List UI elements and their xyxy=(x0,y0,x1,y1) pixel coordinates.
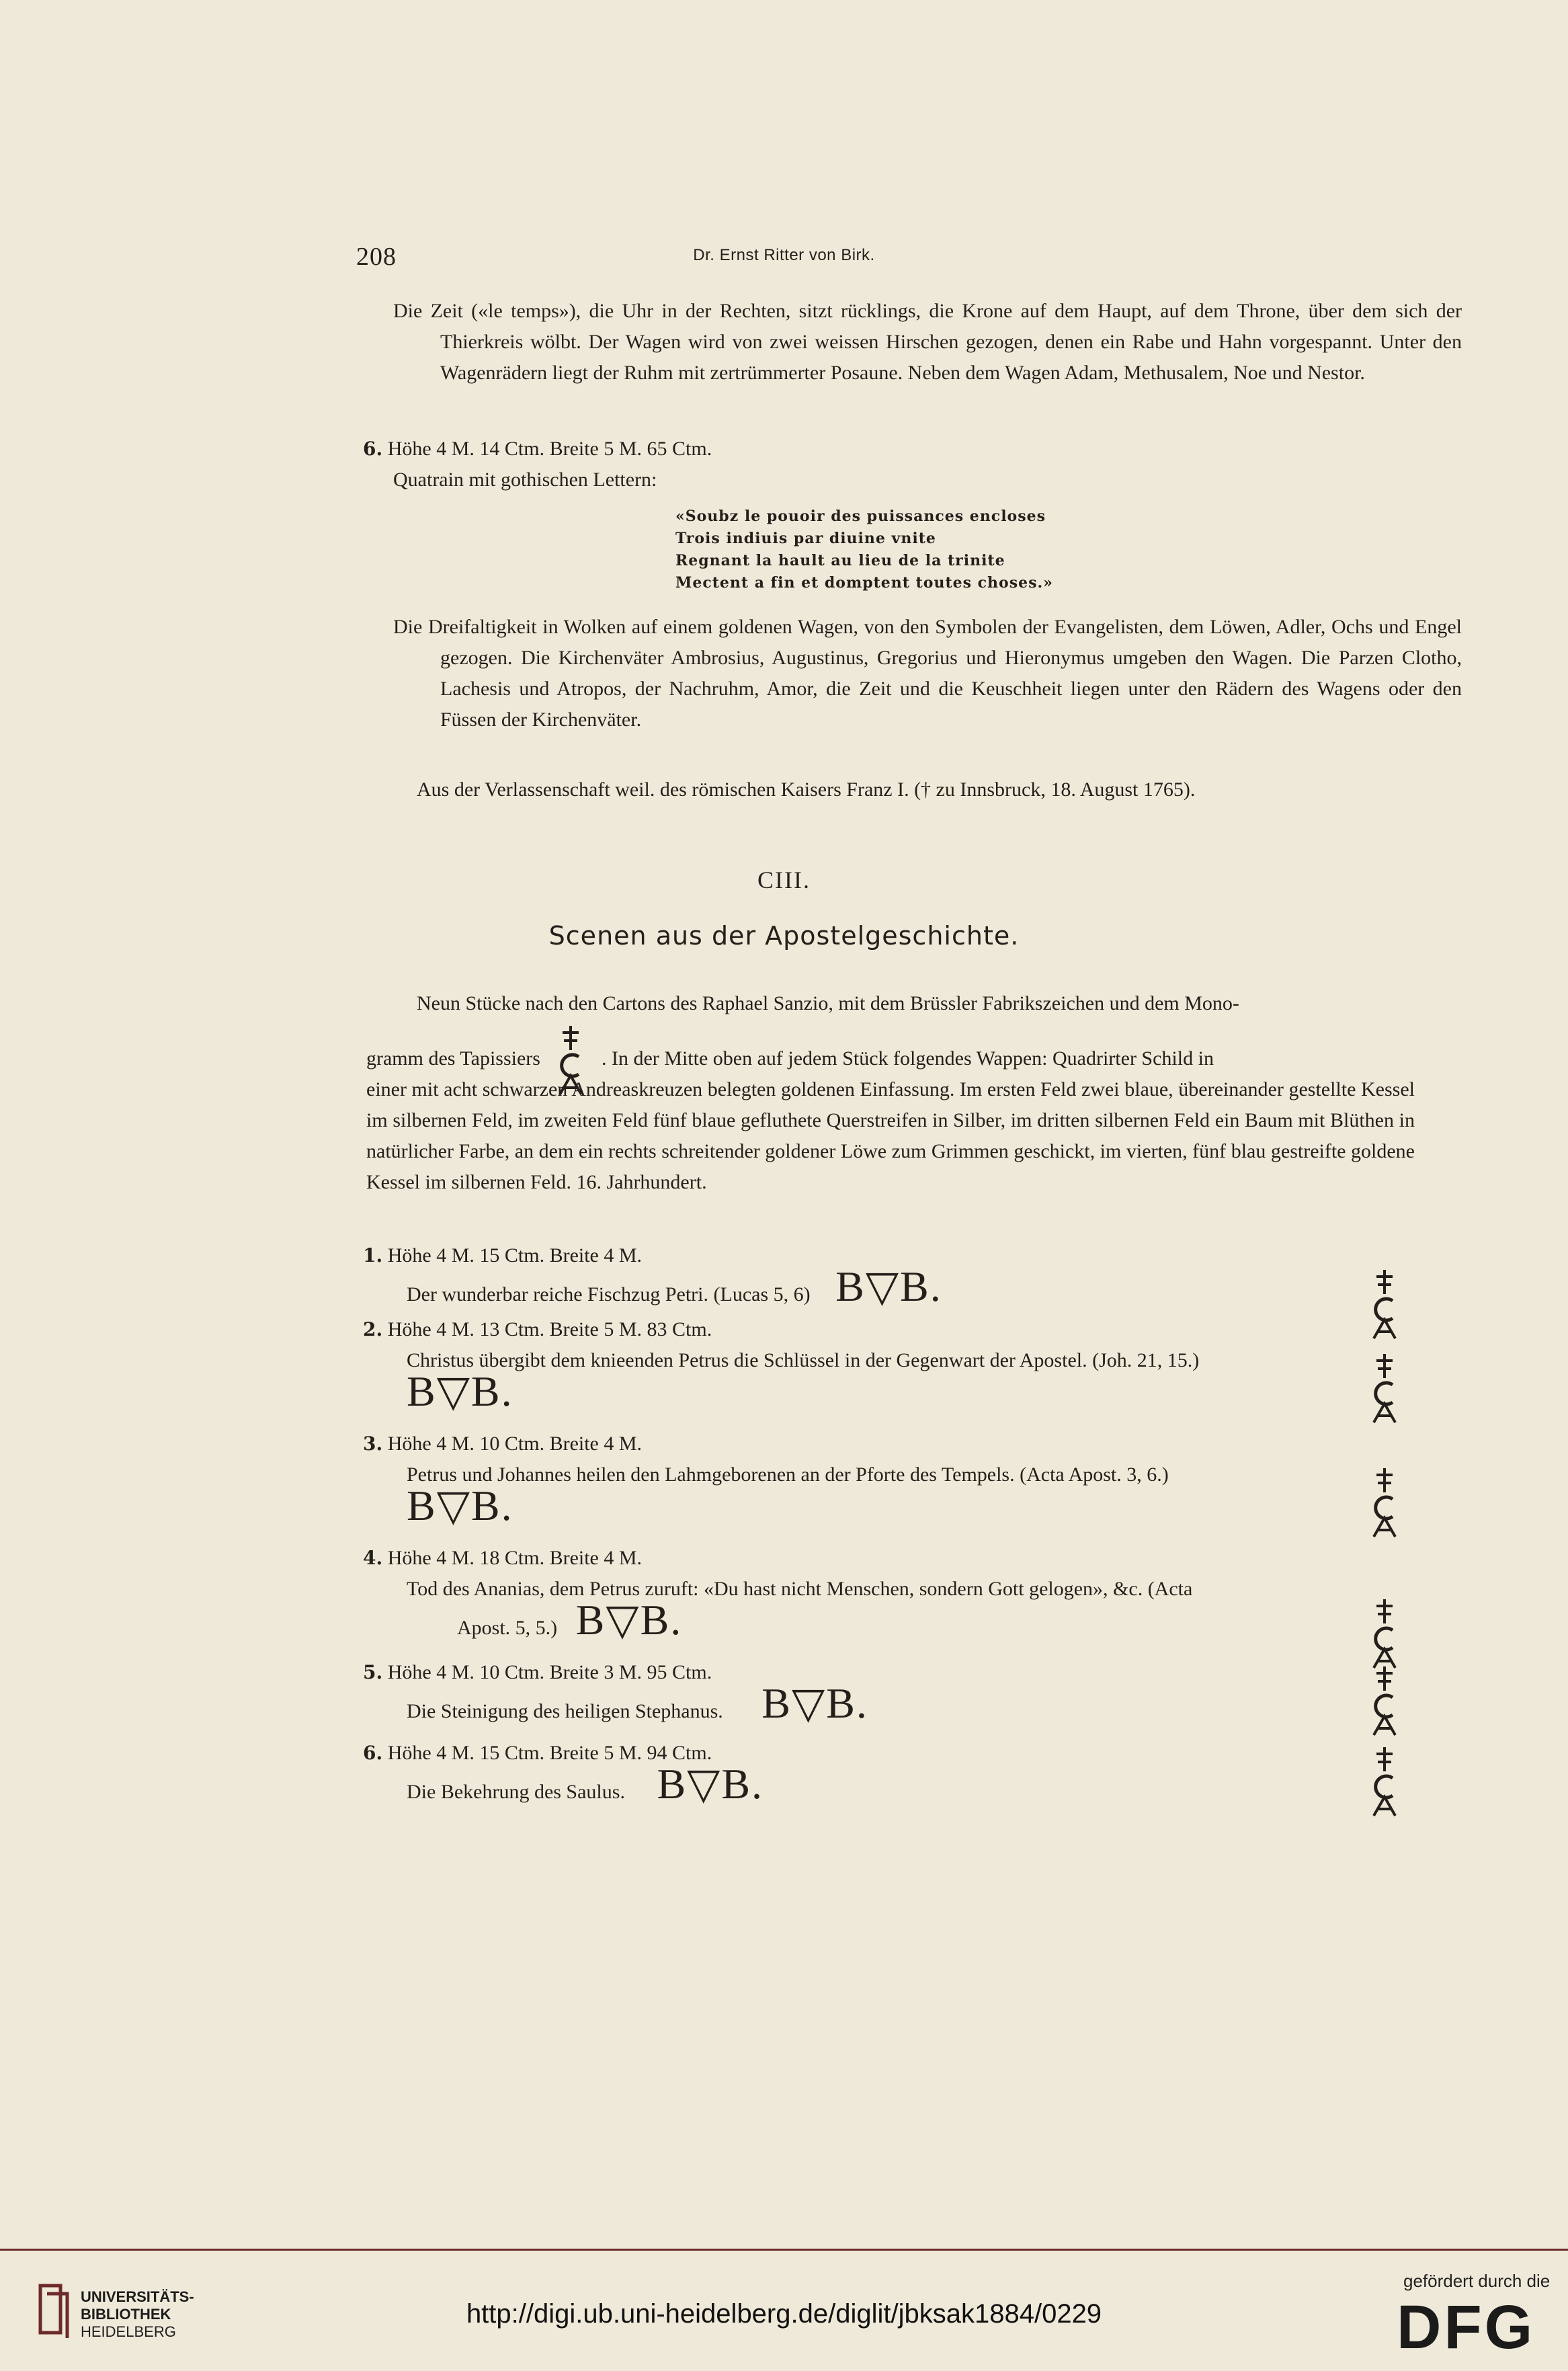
item-title: Tod des Ananias, dem Petrus zuruft: «Du hast nicht Menschen, sondern Gott gelogen», &c. (Acta xyxy=(407,1578,1193,1600)
list-item xyxy=(363,1738,1411,1818)
item-number: 6. xyxy=(363,1742,383,1764)
section-number: CIII. xyxy=(757,867,811,893)
footer-divider xyxy=(0,2249,1568,2251)
item-dimensions: Höhe 4 M. 13 Ctm. Breite 5 M. 83 Ctm. xyxy=(387,1318,712,1340)
library-name-line: BIBLIOTHEK xyxy=(81,2306,171,2323)
item-number: 5. xyxy=(363,1661,383,1683)
intro-text: . In der Mitte oben auf jedem Stück folgendes Wappen: Quadrirter Schild in xyxy=(601,1047,1214,1070)
quatrain-line: Mectent a fin et domptent toutes choses.» xyxy=(675,574,1053,592)
list-item xyxy=(363,1314,1411,1429)
item-title: Christus übergibt dem knieenden Petrus die Schlüssel in der Gegenwart der Apostel. (Joh. 21, 15.) xyxy=(407,1349,1200,1371)
quatrain-line: «Soubz le pouoir des puissances encloses xyxy=(675,508,1046,525)
item-dimensions: Höhe 4 M. 10 Ctm. Breite 4 M. xyxy=(387,1433,643,1455)
dfg-logo: DFG xyxy=(1397,2293,1536,2362)
brussels-mark: B▽B. xyxy=(407,1482,513,1529)
item-title-continued: Apost. 5, 5.) xyxy=(457,1617,558,1639)
brussels-mark: B▽B. xyxy=(575,1596,683,1644)
entry-dimensions: Höhe 4 M. 14 Ctm. Breite 5 M. 65 Ctm. xyxy=(387,438,712,460)
monogram-icon xyxy=(1364,1744,1405,1818)
quatrain-line: Regnant la hault au lieu de la trinite xyxy=(675,552,1005,569)
quatrain-intro: Quatrain mit gothischen Lettern: xyxy=(393,469,657,491)
monogram-icon xyxy=(1364,1351,1405,1425)
monogram-icon xyxy=(1364,1664,1405,1738)
section-title: Scenen aus der Apostelgeschichte. xyxy=(548,921,1020,951)
quatrain-line: Trois indiuis par diuine vnite xyxy=(675,530,936,547)
tapestry-list xyxy=(363,1240,1411,1818)
item-dimensions: Höhe 4 M. 15 Ctm. Breite 4 M. xyxy=(387,1244,643,1267)
item-number: 4. xyxy=(363,1547,383,1569)
trinity-description: Die Dreifaltigkeit in Wolken auf einem goldenen Wagen, von den Symbolen der Evangelisten, dem Löwen, Adler, Ochs und Engel gezogen. Die Kirchenväter Ambrosius, Augustinus, Gregorius und Hieronymus umgeben den Wagen. Die Parzen Clotho, Lachesis und Atropos, der Nachruhm, Amor, die Zeit und die Keuschheit liegen unter den Rädern des Wagens oder den Füssen der Kirchenväter. xyxy=(393,616,1462,731)
funding-note: gefördert durch die xyxy=(1403,2271,1551,2291)
page-number: 208 xyxy=(356,243,397,271)
running-title: Dr. Ernst Ritter von Birk. xyxy=(693,246,875,264)
section-intro-line-1: Neun Stücke nach den Cartons des Raphael Sanzio, mit dem Brüssler Fabrikszeichen und dem Mono- xyxy=(417,992,1239,1014)
item-dimensions: Höhe 4 M. 10 Ctm. Breite 3 M. 95 Ctm. xyxy=(387,1661,712,1683)
list-item xyxy=(363,1240,1411,1314)
item-title: Petrus und Johannes heilen den Lahmgeborenen an der Pforte des Tempels. (Acta Apost. 3, 6.) xyxy=(407,1463,1169,1486)
item-number: 3. xyxy=(363,1433,383,1455)
paragraph-time: Die Zeit («le temps»), die Uhr in der Rechten, sitzt rücklings, die Krone auf dem Haupt, auf dem Throne, über dem sich der Thierkreis wölbt. Der Wagen wird von zwei weissen Hirschen gezogen, denen ein Rabe und Hahn vorgespannt. Unter den Wagenrädern liegt der Ruhm mit zertrümmerter Posaune. Neben dem Wagen Adam, Methusalem, Noe und Nestor. xyxy=(393,300,1462,384)
item-dimensions: Höhe 4 M. 18 Ctm. Breite 4 M. xyxy=(387,1547,643,1569)
provenance: Aus der Verlassenschaft weil. des römischen Kaisers Franz I. († zu Innsbruck, 18. August 1765). xyxy=(417,778,1196,801)
list-item xyxy=(363,1429,1411,1543)
brussels-mark: B▽B. xyxy=(407,1367,513,1415)
library-name-line: HEIDELBERG xyxy=(81,2323,176,2340)
entry-6 xyxy=(363,434,1411,495)
section-intro-line-3: einer mit acht schwarzen Andreaskreuzen belegten goldenen Einfassung. Im ersten Feld zwei blaue, übereinander gestellte Kessel im silbernen Feld, im zweiten Feld fünf blaue gefluthete Querstreifen in Silber, im dritten silbernen Feld ein Baum mit Blüthen in natürlicher Farbe, an dem ein rechts schreitender goldener Löwe zum Grimmen geschickt, im vierten, fünf blau gestreifte goldene Kessel im silbernen Feld. 16. Jahrhundert. xyxy=(366,1078,1415,1193)
list-item xyxy=(363,1657,1411,1738)
list-item xyxy=(363,1543,1411,1657)
item-title: Die Bekehrung des Saulus. xyxy=(407,1781,625,1803)
item-number: 2. xyxy=(363,1318,383,1340)
monogram-icon xyxy=(1364,1465,1405,1539)
brussels-mark: B▽B. xyxy=(835,1262,942,1310)
item-title: Die Steinigung des heiligen Stephanus. xyxy=(407,1700,723,1722)
quatrain xyxy=(675,506,1213,594)
permalink[interactable]: http://digi.ub.uni-heidelberg.de/diglit/jbksak1884/0229 xyxy=(466,2299,1102,2329)
intro-text: gramm des Tapissiers xyxy=(366,1047,540,1070)
item-dimensions: Höhe 4 M. 15 Ctm. Breite 5 M. 94 Ctm. xyxy=(387,1742,712,1764)
entry-number: 6. xyxy=(363,438,383,460)
brussels-mark: B▽B. xyxy=(657,1760,764,1808)
item-title: Der wunderbar reiche Fischzug Petri. (Lucas 5, 6) xyxy=(407,1283,811,1305)
item-number: 1. xyxy=(363,1244,383,1267)
brussels-mark: B▽B. xyxy=(761,1679,868,1727)
library-name-line: UNIVERSITÄTS- xyxy=(81,2288,194,2305)
